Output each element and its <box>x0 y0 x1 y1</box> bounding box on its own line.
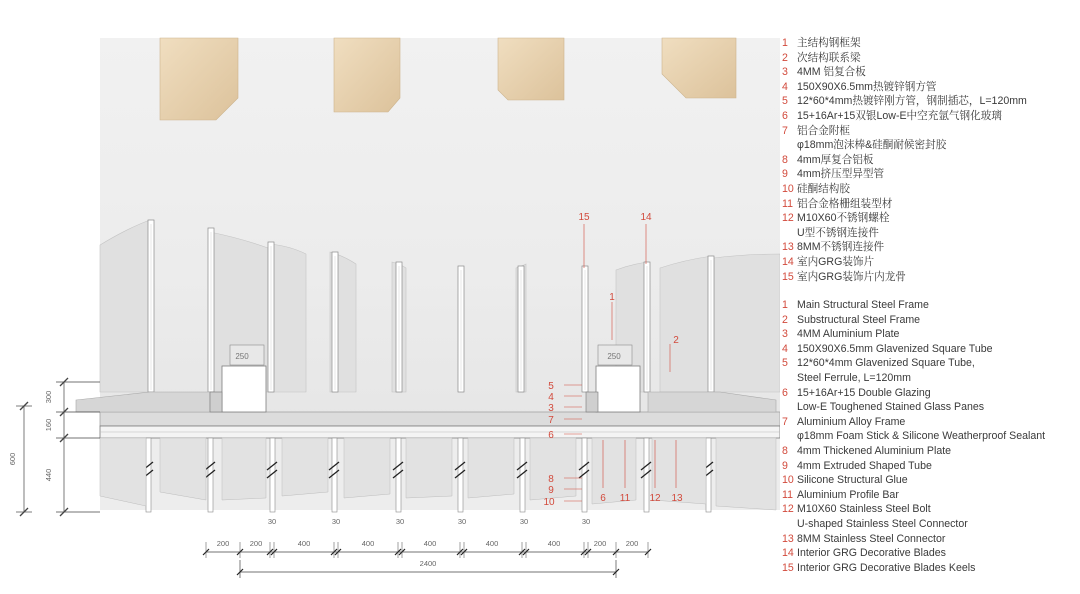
dim-spacing-label: 200 <box>249 539 263 548</box>
legend-number: 3 <box>782 328 788 341</box>
legend-number: 7 <box>782 415 788 428</box>
legend-item <box>782 546 1078 561</box>
callout-1: 1 <box>609 292 615 303</box>
legend-number: 15 <box>782 270 794 283</box>
legend-text: 15+16Ar+15双银Low-E中空充氩气钢化玻璃 <box>797 109 1002 122</box>
legend-text: 150X90X6.5mm Glavenized Square Tube <box>797 342 993 355</box>
legend-text-continued: U-shaped Stainless Steel Connector <box>797 518 968 530</box>
box-right-label: 250 <box>607 352 621 361</box>
callout-6-bottom: 6 <box>600 493 606 504</box>
legend-item <box>782 327 1078 342</box>
legend-text: 150X90X6.5mm热镀锌钢方管 <box>797 80 937 93</box>
legend-text: 铝合金附框 <box>797 124 850 137</box>
legend-text-continued: φ18mm泡沫棒&硅酮耐候密封胶 <box>797 139 947 152</box>
legend-text: 主结构钢框架 <box>797 37 861 49</box>
callout-4: 4 <box>548 392 554 403</box>
legend-number: 6 <box>782 109 788 122</box>
legend-text: Interior GRG Decorative Blades <box>797 547 946 560</box>
legend-item <box>782 240 1078 255</box>
legend-number: 12 <box>782 212 794 225</box>
legend-number: 15 <box>782 561 794 574</box>
callout-13: 13 <box>671 493 683 504</box>
legend-text: 4mm Extruded Shaped Tube <box>797 459 932 472</box>
legend-text: 4MM Aluminium Plate <box>797 328 900 341</box>
legend-number: 14 <box>782 547 794 560</box>
legend-text: 4mm挤压型异型管 <box>797 168 885 181</box>
legend-text: Substructural Steel Frame <box>797 313 921 326</box>
legend-number: 4 <box>782 80 788 93</box>
legend-number: 5 <box>782 95 788 108</box>
legend-gap <box>782 284 1078 298</box>
legend-number: 8 <box>782 153 788 166</box>
legend-item <box>782 459 1078 474</box>
legend-text: 8MM Stainless Steel Connector <box>797 532 946 545</box>
legend-text: 室内GRG装饰片内龙骨 <box>797 270 906 283</box>
horizontal-frame-band <box>100 412 780 426</box>
box-left-label: 250 <box>235 352 249 361</box>
legend-item <box>782 153 1078 168</box>
legend-text: 4mm Thickened Aluminium Plate <box>797 445 952 458</box>
legend <box>782 36 1078 575</box>
legend-item <box>782 167 1078 182</box>
dim-total-2400: 2400 <box>419 559 437 568</box>
dim-vertical-600: 600 <box>8 452 17 466</box>
legend-item <box>782 255 1078 270</box>
legend-text: 铝合金格栅组装型材 <box>797 197 893 210</box>
legend-text-continued: U型不锈钢连接件 <box>797 226 879 239</box>
legend-text: 12*60*4mm Glavenized Square Tube, <box>797 357 975 370</box>
legend-item <box>782 51 1078 66</box>
legend-item <box>782 532 1078 547</box>
callout-12: 12 <box>649 493 661 504</box>
callout-10: 10 <box>543 497 555 508</box>
callout-6-left: 6 <box>548 430 554 441</box>
legend-item <box>782 211 1078 226</box>
callout-2: 2 <box>673 335 679 346</box>
legend-number: 13 <box>782 532 794 545</box>
legend-text: M10X60不锈钢螺栓 <box>797 212 890 225</box>
legend-number: 14 <box>782 255 794 268</box>
legend-text: Main Structural Steel Frame <box>797 299 929 312</box>
legend-text: 4mm厚复合铝板 <box>797 153 874 166</box>
callout-14: 14 <box>640 212 652 223</box>
legend-item <box>782 313 1078 328</box>
legend-item <box>782 270 1078 285</box>
legend-item <box>782 94 1078 109</box>
legend-text: 8MM不锈钢连接件 <box>797 241 885 254</box>
legend-text: 室内GRG装饰片 <box>797 255 875 268</box>
legend-item <box>782 80 1078 95</box>
legend-number: 4 <box>782 342 788 355</box>
legend-item <box>782 561 1078 576</box>
legend-item <box>782 65 1078 80</box>
legend-text: Interior GRG Decorative Blades Keels <box>797 561 976 574</box>
legend-number: 7 <box>782 124 788 137</box>
dim-blade-thickness-label: 30 <box>581 517 591 526</box>
dim-vertical-160: 160 <box>44 418 53 432</box>
legend-number: 11 <box>782 488 793 501</box>
legend-number: 3 <box>782 66 788 79</box>
callout-5: 5 <box>548 381 554 392</box>
legend-number: 1 <box>782 299 788 312</box>
dim-spacing-label: 200 <box>625 539 639 548</box>
legend-number: 12 <box>782 503 794 516</box>
legend-number: 5 <box>782 357 788 370</box>
legend-number: 8 <box>782 445 788 458</box>
dim-vertical-440: 440 <box>44 468 53 482</box>
legend-number: 1 <box>782 37 788 49</box>
legend-item <box>782 444 1078 459</box>
legend-number: 9 <box>782 168 788 181</box>
legend-item <box>782 182 1078 197</box>
legend-number: 9 <box>782 459 788 472</box>
legend-text: Aluminium Alloy Frame <box>797 415 906 428</box>
dim-spacing-label: 200 <box>216 539 230 548</box>
legend-item <box>782 415 1078 430</box>
legend-text: Aluminium Profile Bar <box>797 488 899 501</box>
callout-9: 9 <box>548 485 554 496</box>
legend-text-continued: Low-E Toughened Stained Glass Panes <box>797 401 985 414</box>
legend-item <box>782 342 1078 357</box>
dim-blade-thickness-label: 30 <box>519 517 529 526</box>
legend-number: 10 <box>782 474 794 487</box>
legend-item <box>782 356 1078 371</box>
legend-item <box>782 473 1078 488</box>
legend-number: 10 <box>782 182 794 195</box>
legend-number: 13 <box>782 241 794 254</box>
legend-text: 硅酮结构胶 <box>797 182 850 195</box>
callout-8: 8 <box>548 474 554 485</box>
legend-english <box>782 298 1078 575</box>
legend-text-continued: φ18mm Foam Stick & Silicone Weatherproof Sealant <box>797 430 1046 443</box>
callout-7: 7 <box>548 415 554 426</box>
legend-item <box>782 298 1078 313</box>
dim-blade-thickness-label: 30 <box>395 517 405 526</box>
dimension-labels <box>217 517 639 548</box>
dim-spacing-label: 400 <box>423 539 437 548</box>
dim-spacing-label: 400 <box>297 539 311 548</box>
legend-item <box>782 502 1078 517</box>
legend-item <box>782 488 1078 503</box>
callout-15: 15 <box>578 212 590 223</box>
legend-number: 2 <box>782 51 788 64</box>
dim-spacing-label: 400 <box>361 539 375 548</box>
dim-blade-thickness-label: 30 <box>331 517 341 526</box>
legend-text-continued: Steel Ferrule, L=120mm <box>797 372 911 385</box>
callout-3: 3 <box>548 403 554 414</box>
legend-text: 15+16Ar+15 Double Glazing <box>797 386 931 399</box>
legend-item <box>782 36 1078 51</box>
legend-text: 次结构联系梁 <box>797 51 861 64</box>
legend-number: 2 <box>782 313 788 326</box>
dim-blade-thickness-label: 30 <box>267 517 277 526</box>
legend-text: M10X60 Stainless Steel Bolt <box>797 503 931 516</box>
callout-11: 11 <box>619 493 631 504</box>
dim-vertical-300: 300 <box>44 390 53 404</box>
legend-number: 11 <box>782 197 793 210</box>
legend-text: 12*60*4mm热镀锌刚方管，钢制插芯，L=120mm <box>797 95 1027 108</box>
legend-text: 4MM 铝复合板 <box>797 66 866 79</box>
legend-item <box>782 197 1078 212</box>
legend-item <box>782 124 1078 139</box>
legend-number: 6 <box>782 386 788 399</box>
legend-item <box>782 109 1078 124</box>
dim-blade-thickness-label: 30 <box>457 517 467 526</box>
legend-text: Silicone Structural Glue <box>797 474 908 487</box>
dim-spacing-label: 200 <box>593 539 607 548</box>
legend-chinese <box>782 36 1078 284</box>
dim-spacing-label: 400 <box>485 539 499 548</box>
dim-spacing-label: 400 <box>547 539 561 548</box>
legend-item <box>782 386 1078 401</box>
